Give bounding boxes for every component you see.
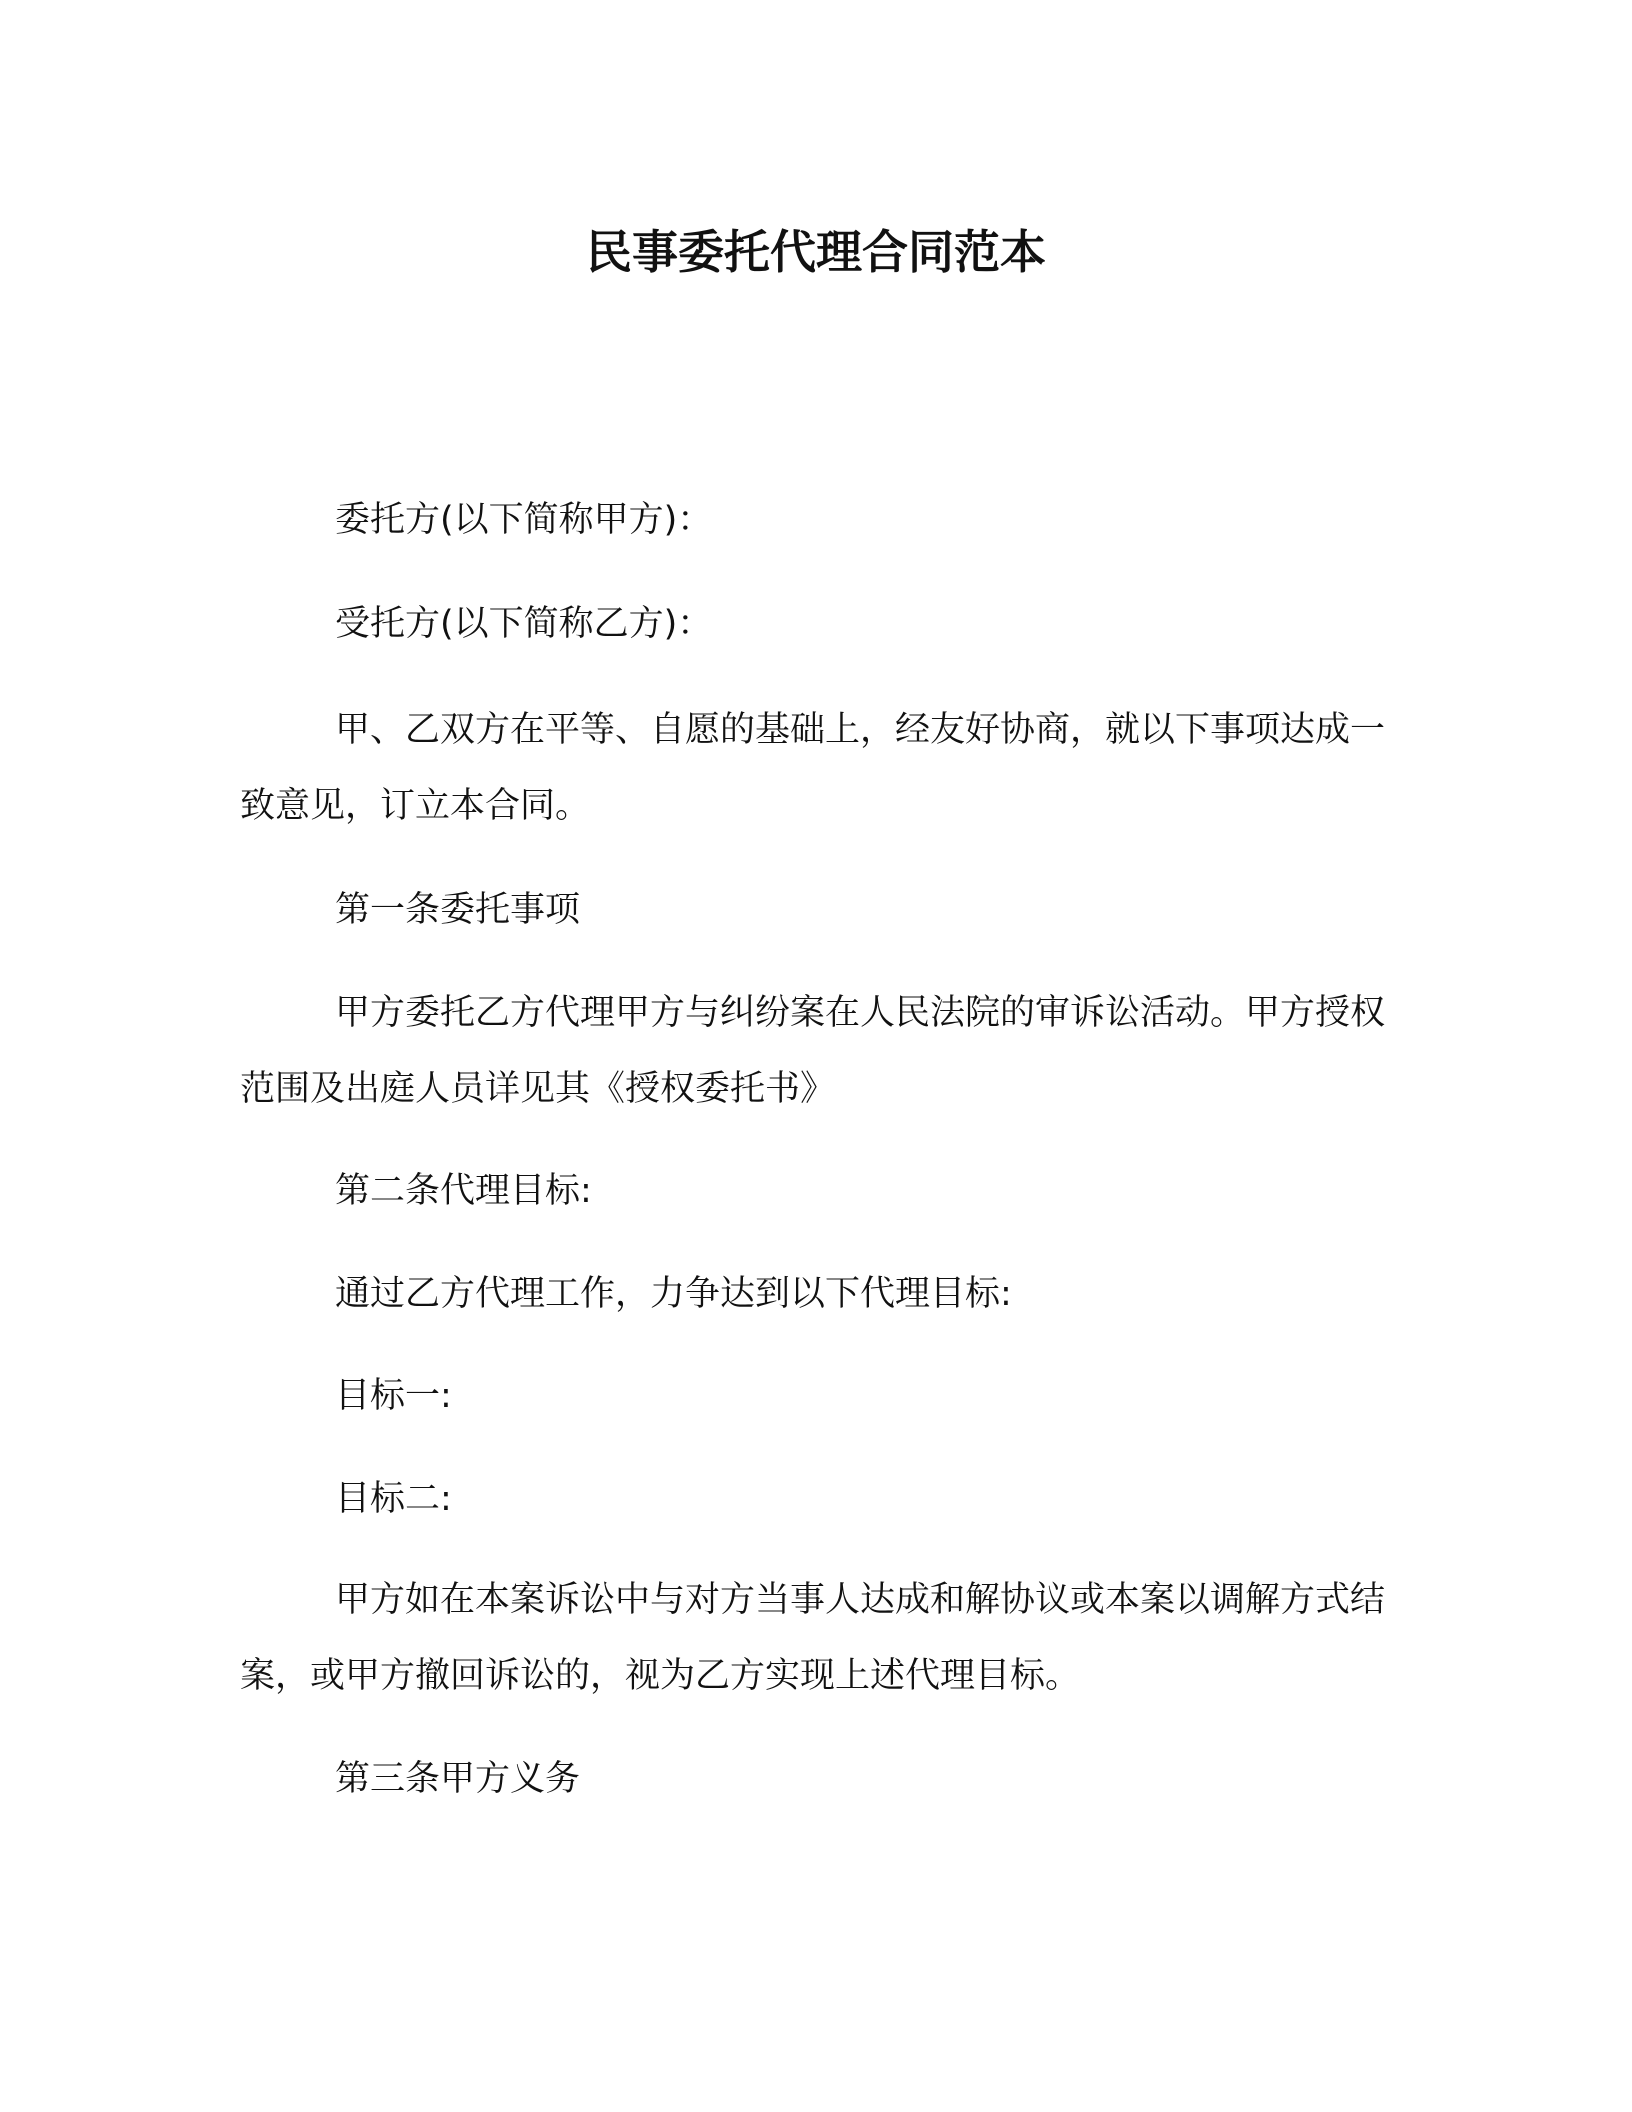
- target-two: 目标二:: [335, 1479, 452, 1519]
- article-two-intro: 通过乙方代理工作，力争达到以下代理目标:: [335, 1274, 1012, 1314]
- paragraph-agreement: 甲、乙双方在平等、自愿的基础上，经友好协商，就以下事项达成一致意见，订立本合同。: [240, 710, 1386, 826]
- article-two-heading: 第二条代理目标:: [335, 1171, 592, 1211]
- target-one: 目标一:: [335, 1376, 452, 1416]
- paragraph-principal: 委托方(以下简称甲方)：: [335, 500, 713, 540]
- target-condition: 甲方如在本案诉讼中与对方当事人达成和解协议或本案以调解方式结案，或甲方撤回诉讼的，视为乙方实现上述代理目标。: [240, 1580, 1386, 1696]
- article-three-heading: 第三条甲方义务: [335, 1759, 581, 1799]
- paragraph-agent: 受托方(以下简称乙方)：: [335, 604, 713, 644]
- article-one-content: 甲方委托乙方代理甲方与纠纷案在人民法院的审诉讼活动。甲方授权范围及出庭人员详见其《授权委托书》: [240, 993, 1386, 1109]
- article-one-heading: 第一条委托事项: [335, 890, 581, 930]
- document-title: 民事委托代理合同范本: [586, 225, 1046, 279]
